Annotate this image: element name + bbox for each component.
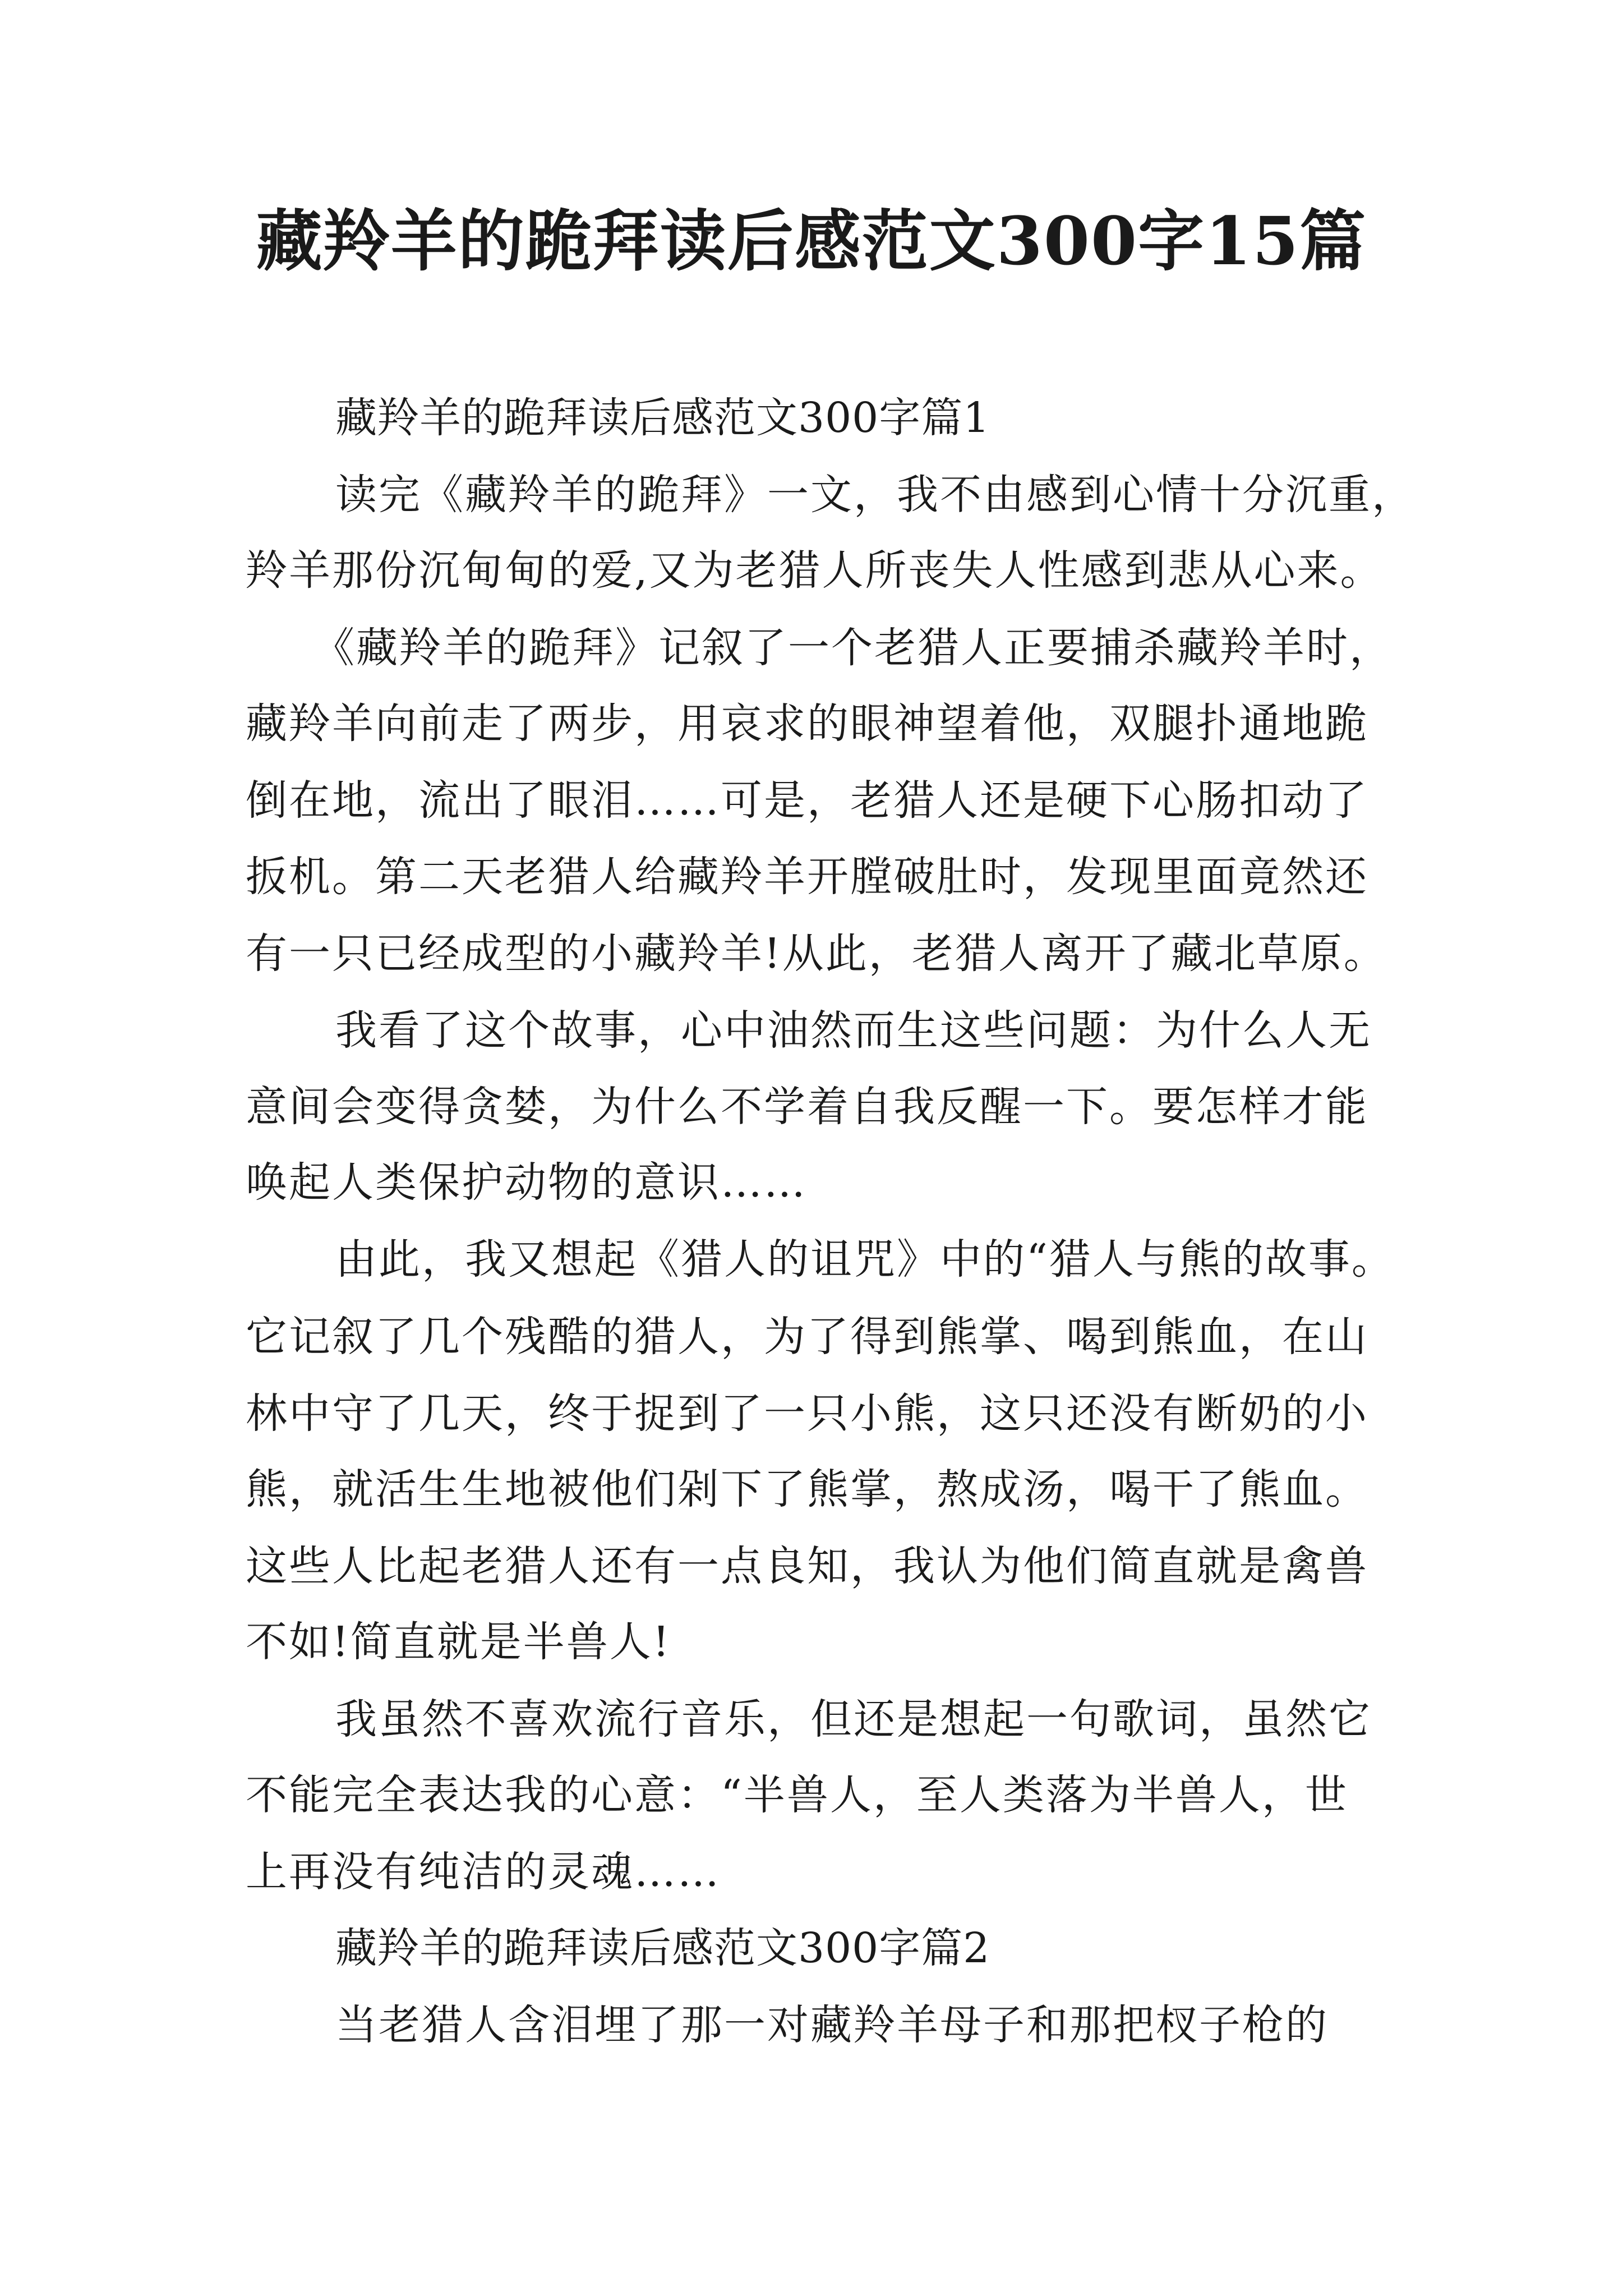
body-line: 有一只已经成型的小藏羚羊!从此，老猎人离开了藏北草原。 bbox=[246, 930, 1387, 978]
section-heading-2: 藏羚羊的跪拜读后感范文300字篇2 bbox=[335, 1924, 990, 1972]
body-line: 这些人比起老猎人还有一点良知，我认为他们简直就是禽兽 bbox=[246, 1542, 1368, 1590]
body-line: 我看了这个故事，心中油然而生这些问题：为什么人无 bbox=[335, 1006, 1372, 1055]
body-line: 《藏羚羊的跪拜》记叙了一个老猎人正要捕杀藏羚羊时， bbox=[313, 624, 1393, 672]
body-line: 它记叙了几个残酷的猎人，为了得到熊掌、喝到熊血，在山 bbox=[246, 1313, 1368, 1361]
body-line: 不能完全表达我的心意：“半兽人，至人类落为半兽人，世 bbox=[246, 1771, 1348, 1819]
document-title: 藏羚羊的跪拜读后感范文300字15篇 bbox=[256, 202, 1367, 280]
body-line: 藏羚羊向前走了两步，用哀求的眼神望着他，双腿扑通地跪 bbox=[246, 700, 1368, 748]
body-line: 读完《藏羚羊的跪拜》一文，我不由感到心情十分沉重， bbox=[335, 471, 1415, 519]
body-line: 羚羊那份沉甸甸的爱,又为老猎人所丧失人性感到悲从心来。 bbox=[246, 546, 1384, 595]
body-line: 上再没有纯洁的灵魂…… bbox=[246, 1848, 721, 1896]
body-line: 由此，我又想起《猎人的诅咒》中的“猎人与熊的故事。 bbox=[335, 1235, 1395, 1283]
body-line: 意间会变得贪婪，为什么不学着自我反醒一下。要怎样才能 bbox=[246, 1083, 1368, 1131]
body-line: 熊，就活生生地被他们剁下了熊掌，熬成汤，喝干了熊血。 bbox=[246, 1465, 1368, 1513]
body-line: 不如!简直就是半兽人! bbox=[246, 1618, 671, 1666]
body-line: 倒在地，流出了眼泪……可是，老猎人还是硬下心肠扣动了 bbox=[246, 776, 1368, 825]
body-line: 当老猎人含泪埋了那一对藏羚羊母子和那把杈子枪的 bbox=[335, 2001, 1329, 2049]
body-line: 唤起人类保护动物的意识…… bbox=[246, 1158, 807, 1207]
body-line: 我虽然不喜欢流行音乐，但还是想起一句歌词，虽然它 bbox=[335, 1695, 1372, 1743]
body-line: 扳机。第二天老猎人给藏羚羊开膛破肚时，发现里面竟然还 bbox=[246, 853, 1368, 901]
section-heading-1: 藏羚羊的跪拜读后感范文300字篇1 bbox=[335, 394, 990, 442]
body-line: 林中守了几天，终于捉到了一只小熊，这只还没有断奶的小 bbox=[246, 1389, 1368, 1438]
